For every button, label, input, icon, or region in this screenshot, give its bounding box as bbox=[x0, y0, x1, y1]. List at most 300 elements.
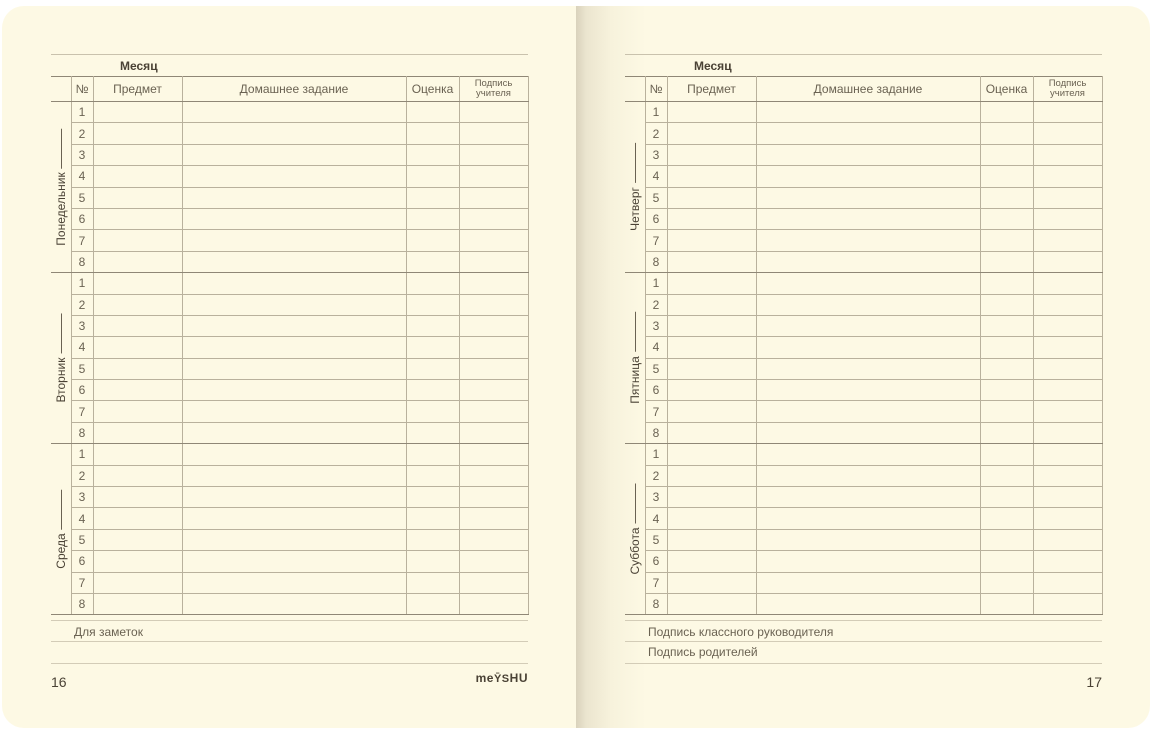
subject-cell[interactable] bbox=[667, 358, 756, 379]
lesson-number: 8 bbox=[645, 422, 667, 443]
table-row bbox=[51, 273, 528, 294]
table-row bbox=[625, 144, 1102, 165]
lesson-number: 1 bbox=[71, 444, 93, 465]
grade-cell[interactable] bbox=[980, 123, 1033, 144]
page-number: 16 bbox=[51, 674, 67, 690]
homework-table-left bbox=[51, 76, 529, 615]
subject-cell[interactable] bbox=[667, 273, 756, 294]
homework-cell[interactable] bbox=[756, 273, 980, 294]
homework-cell[interactable] bbox=[182, 294, 406, 315]
grade-cell[interactable] bbox=[406, 572, 459, 593]
homework-cell[interactable] bbox=[756, 315, 980, 336]
day-cell bbox=[51, 273, 71, 444]
homework-cell[interactable] bbox=[756, 166, 980, 187]
table-row bbox=[625, 401, 1102, 422]
subject-cell[interactable] bbox=[93, 273, 182, 294]
day-column-header bbox=[51, 77, 71, 102]
subject-cell[interactable] bbox=[93, 380, 182, 401]
homework-cell[interactable] bbox=[756, 144, 980, 165]
grade-cell[interactable] bbox=[980, 487, 1033, 508]
day-name: Среда bbox=[53, 533, 68, 570]
signature-cell[interactable] bbox=[459, 337, 528, 358]
subject-cell[interactable] bbox=[93, 551, 182, 572]
subject-cell[interactable] bbox=[667, 487, 756, 508]
homework-cell[interactable] bbox=[756, 465, 980, 486]
grade-cell[interactable] bbox=[980, 144, 1033, 165]
grade-cell[interactable] bbox=[406, 358, 459, 379]
table-row bbox=[51, 102, 528, 123]
signature-cell[interactable] bbox=[1033, 422, 1102, 443]
day-label bbox=[628, 312, 642, 404]
signature-cell[interactable] bbox=[459, 422, 528, 443]
signature-cell[interactable] bbox=[1033, 465, 1102, 486]
grade-cell[interactable] bbox=[980, 422, 1033, 443]
lesson-number: 8 bbox=[71, 593, 93, 614]
table-row bbox=[51, 572, 528, 593]
lesson-number: 6 bbox=[645, 208, 667, 229]
signature-cell[interactable] bbox=[459, 102, 528, 123]
signature-cell[interactable] bbox=[1033, 144, 1102, 165]
homework-cell[interactable] bbox=[182, 230, 406, 251]
signature-cell[interactable] bbox=[459, 358, 528, 379]
signature-cell[interactable] bbox=[1033, 508, 1102, 529]
lesson-number: 1 bbox=[645, 444, 667, 465]
lesson-number: 1 bbox=[645, 102, 667, 123]
lesson-number: 7 bbox=[71, 230, 93, 251]
grade-cell[interactable] bbox=[980, 572, 1033, 593]
homework-cell[interactable] bbox=[182, 401, 406, 422]
signature-cell[interactable] bbox=[1033, 187, 1102, 208]
signature-cell[interactable] bbox=[459, 123, 528, 144]
signature-cell[interactable] bbox=[1033, 315, 1102, 336]
homework-cell[interactable] bbox=[182, 273, 406, 294]
subject-cell[interactable] bbox=[667, 422, 756, 443]
table-row bbox=[625, 593, 1102, 614]
homework-cell[interactable] bbox=[756, 230, 980, 251]
homework-cell[interactable] bbox=[182, 380, 406, 401]
subject-cell[interactable] bbox=[667, 444, 756, 465]
table-row bbox=[51, 593, 528, 614]
homework-cell[interactable] bbox=[182, 508, 406, 529]
grade-cell[interactable] bbox=[980, 593, 1033, 614]
subject-cell[interactable] bbox=[93, 251, 182, 272]
table-row bbox=[51, 294, 528, 315]
table-row bbox=[625, 422, 1102, 443]
number-column-header: № bbox=[71, 77, 93, 102]
table-row bbox=[51, 144, 528, 165]
homework-cell[interactable] bbox=[182, 166, 406, 187]
homework-cell[interactable] bbox=[182, 208, 406, 229]
left-page bbox=[2, 6, 576, 728]
signature-cell[interactable] bbox=[1033, 166, 1102, 187]
signature-cell[interactable] bbox=[1033, 487, 1102, 508]
subject-cell[interactable] bbox=[93, 315, 182, 336]
grade-cell[interactable] bbox=[406, 380, 459, 401]
signature-cell[interactable] bbox=[1033, 572, 1102, 593]
homework-cell[interactable] bbox=[756, 551, 980, 572]
grade-cell[interactable] bbox=[406, 230, 459, 251]
signature-cell[interactable] bbox=[1033, 208, 1102, 229]
signature-rule bbox=[625, 620, 1102, 621]
day-label bbox=[54, 128, 68, 245]
signature-cell[interactable] bbox=[459, 444, 528, 465]
teacher-signature-column-header: Подпись учителя bbox=[459, 77, 528, 102]
subject-cell[interactable] bbox=[667, 230, 756, 251]
lesson-number: 3 bbox=[71, 487, 93, 508]
day-column-header bbox=[625, 77, 645, 102]
signature-cell[interactable] bbox=[459, 273, 528, 294]
table-row bbox=[625, 230, 1102, 251]
table-row bbox=[51, 187, 528, 208]
day-divider bbox=[634, 312, 635, 352]
subject-cell[interactable] bbox=[93, 166, 182, 187]
notes-rule bbox=[51, 620, 528, 621]
subject-cell[interactable] bbox=[667, 593, 756, 614]
homework-cell[interactable] bbox=[182, 551, 406, 572]
signature-cell[interactable] bbox=[459, 230, 528, 251]
grade-cell[interactable] bbox=[406, 337, 459, 358]
homework-cell[interactable] bbox=[182, 251, 406, 272]
homework-cell[interactable] bbox=[756, 444, 980, 465]
grade-cell[interactable] bbox=[980, 465, 1033, 486]
lesson-number: 4 bbox=[645, 337, 667, 358]
homework-table-right bbox=[625, 76, 1103, 615]
lesson-number: 6 bbox=[71, 380, 93, 401]
table-row bbox=[625, 315, 1102, 336]
subject-cell[interactable] bbox=[667, 102, 756, 123]
brand-logo: meȲSHU bbox=[475, 671, 528, 685]
homework-cell[interactable] bbox=[756, 208, 980, 229]
homework-cell[interactable] bbox=[182, 465, 406, 486]
subject-cell[interactable] bbox=[93, 444, 182, 465]
table-row bbox=[51, 251, 528, 272]
signature-cell[interactable] bbox=[459, 315, 528, 336]
table-row bbox=[51, 230, 528, 251]
page-number: 17 bbox=[1086, 674, 1102, 690]
subject-cell[interactable] bbox=[667, 187, 756, 208]
table-row bbox=[51, 380, 528, 401]
day-divider bbox=[634, 484, 635, 524]
day-name: Четверг bbox=[627, 187, 642, 231]
grade-cell[interactable] bbox=[980, 337, 1033, 358]
subject-cell[interactable] bbox=[667, 551, 756, 572]
grade-cell[interactable] bbox=[980, 380, 1033, 401]
grade-cell[interactable] bbox=[406, 593, 459, 614]
signature-cell[interactable] bbox=[459, 208, 528, 229]
table-row bbox=[625, 187, 1102, 208]
homework-cell[interactable] bbox=[756, 187, 980, 208]
lesson-number: 8 bbox=[71, 251, 93, 272]
lesson-number: 5 bbox=[71, 187, 93, 208]
grade-cell[interactable] bbox=[406, 487, 459, 508]
signature-cell[interactable] bbox=[1033, 230, 1102, 251]
subject-cell[interactable] bbox=[93, 144, 182, 165]
signature-cell[interactable] bbox=[1033, 337, 1102, 358]
homework-cell[interactable] bbox=[756, 123, 980, 144]
signature-cell[interactable] bbox=[1033, 102, 1102, 123]
subject-cell[interactable] bbox=[93, 593, 182, 614]
homework-cell[interactable] bbox=[182, 315, 406, 336]
homework-cell[interactable] bbox=[182, 487, 406, 508]
table-row bbox=[51, 444, 528, 465]
homework-column-header: Домашнее задание bbox=[756, 77, 980, 102]
subject-cell[interactable] bbox=[93, 529, 182, 550]
grade-cell[interactable] bbox=[980, 230, 1033, 251]
signature-cell[interactable] bbox=[459, 187, 528, 208]
subject-cell[interactable] bbox=[667, 337, 756, 358]
lesson-number: 1 bbox=[645, 273, 667, 294]
subject-cell[interactable] bbox=[93, 187, 182, 208]
bottom-rule bbox=[625, 663, 1102, 664]
subject-cell[interactable] bbox=[667, 401, 756, 422]
table-row bbox=[51, 551, 528, 572]
number-column-header: № bbox=[645, 77, 667, 102]
homework-cell[interactable] bbox=[756, 380, 980, 401]
grade-cell[interactable] bbox=[980, 294, 1033, 315]
signature-cell[interactable] bbox=[459, 508, 528, 529]
grade-cell[interactable] bbox=[980, 251, 1033, 272]
table-row bbox=[51, 337, 528, 358]
lesson-number: 4 bbox=[71, 508, 93, 529]
grade-cell[interactable] bbox=[406, 315, 459, 336]
table-row bbox=[625, 487, 1102, 508]
homework-cell[interactable] bbox=[756, 358, 980, 379]
subject-cell[interactable] bbox=[667, 315, 756, 336]
table-row bbox=[625, 251, 1102, 272]
month-label: Месяц bbox=[694, 59, 732, 73]
class-teacher-signature-label: Подпись классного руководителя bbox=[648, 625, 834, 639]
homework-cell[interactable] bbox=[756, 487, 980, 508]
grade-cell[interactable] bbox=[406, 166, 459, 187]
lesson-number: 2 bbox=[645, 123, 667, 144]
table-row bbox=[625, 294, 1102, 315]
subject-cell[interactable] bbox=[667, 572, 756, 593]
lesson-number: 6 bbox=[71, 551, 93, 572]
subject-cell[interactable] bbox=[93, 337, 182, 358]
table-row bbox=[625, 273, 1102, 294]
signature-cell[interactable] bbox=[459, 572, 528, 593]
signature-cell[interactable] bbox=[459, 487, 528, 508]
homework-cell[interactable] bbox=[756, 251, 980, 272]
lesson-number: 5 bbox=[71, 358, 93, 379]
subject-column-header: Предмет bbox=[667, 77, 756, 102]
grade-cell[interactable] bbox=[980, 529, 1033, 550]
day-label bbox=[54, 314, 68, 403]
signature-cell[interactable] bbox=[459, 294, 528, 315]
subject-cell[interactable] bbox=[667, 508, 756, 529]
homework-cell[interactable] bbox=[182, 444, 406, 465]
homework-cell[interactable] bbox=[182, 529, 406, 550]
grade-cell[interactable] bbox=[406, 508, 459, 529]
subject-cell[interactable] bbox=[93, 358, 182, 379]
grade-cell[interactable] bbox=[980, 187, 1033, 208]
parent-signature-label: Подпись родителей bbox=[648, 645, 758, 659]
subject-column-header: Предмет bbox=[93, 77, 182, 102]
notes-line bbox=[51, 641, 528, 642]
signature-cell[interactable] bbox=[1033, 294, 1102, 315]
grade-cell[interactable] bbox=[406, 444, 459, 465]
homework-cell[interactable] bbox=[182, 572, 406, 593]
signature-cell[interactable] bbox=[1033, 358, 1102, 379]
grade-cell[interactable] bbox=[980, 273, 1033, 294]
day-name: Суббота bbox=[627, 527, 642, 575]
grade-cell[interactable] bbox=[980, 315, 1033, 336]
grade-cell[interactable] bbox=[980, 444, 1033, 465]
grade-cell[interactable] bbox=[980, 208, 1033, 229]
lesson-number: 3 bbox=[645, 144, 667, 165]
grade-cell[interactable] bbox=[406, 294, 459, 315]
grade-cell[interactable] bbox=[406, 251, 459, 272]
table-row bbox=[51, 401, 528, 422]
homework-cell[interactable] bbox=[182, 422, 406, 443]
table-row bbox=[51, 422, 528, 443]
homework-cell[interactable] bbox=[756, 294, 980, 315]
subject-cell[interactable] bbox=[667, 380, 756, 401]
lesson-number: 4 bbox=[71, 166, 93, 187]
grade-cell[interactable] bbox=[406, 123, 459, 144]
signature-line bbox=[625, 641, 1102, 642]
subject-cell[interactable] bbox=[93, 508, 182, 529]
signature-cell[interactable] bbox=[459, 529, 528, 550]
signature-cell[interactable] bbox=[1033, 380, 1102, 401]
subject-cell[interactable] bbox=[93, 102, 182, 123]
subject-cell[interactable] bbox=[93, 572, 182, 593]
homework-cell[interactable] bbox=[182, 144, 406, 165]
grade-cell[interactable] bbox=[406, 208, 459, 229]
day-cell bbox=[625, 273, 645, 444]
subject-cell[interactable] bbox=[93, 230, 182, 251]
subject-cell[interactable] bbox=[667, 208, 756, 229]
grade-cell[interactable] bbox=[406, 465, 459, 486]
day-name: Вторник bbox=[53, 357, 68, 403]
signature-cell[interactable] bbox=[1033, 529, 1102, 550]
grade-cell[interactable] bbox=[406, 551, 459, 572]
grade-cell[interactable] bbox=[406, 102, 459, 123]
homework-cell[interactable] bbox=[756, 593, 980, 614]
grade-cell[interactable] bbox=[980, 358, 1033, 379]
day-divider bbox=[634, 143, 635, 183]
lesson-number: 2 bbox=[71, 123, 93, 144]
signature-cell[interactable] bbox=[1033, 251, 1102, 272]
lesson-number: 2 bbox=[71, 294, 93, 315]
homework-cell[interactable] bbox=[756, 422, 980, 443]
lesson-number: 2 bbox=[645, 294, 667, 315]
subject-cell[interactable] bbox=[667, 123, 756, 144]
right-page bbox=[576, 6, 1150, 728]
homework-cell[interactable] bbox=[182, 337, 406, 358]
homework-cell[interactable] bbox=[756, 337, 980, 358]
subject-cell[interactable] bbox=[667, 529, 756, 550]
signature-cell[interactable] bbox=[1033, 551, 1102, 572]
subject-cell[interactable] bbox=[667, 144, 756, 165]
lesson-number: 7 bbox=[71, 572, 93, 593]
subject-cell[interactable] bbox=[667, 465, 756, 486]
homework-cell[interactable] bbox=[756, 508, 980, 529]
notes-label: Для заметок bbox=[74, 625, 143, 639]
subject-cell[interactable] bbox=[667, 294, 756, 315]
grade-cell[interactable] bbox=[980, 551, 1033, 572]
signature-cell[interactable] bbox=[459, 166, 528, 187]
grade-cell[interactable] bbox=[980, 166, 1033, 187]
subject-cell[interactable] bbox=[93, 487, 182, 508]
homework-cell[interactable] bbox=[756, 401, 980, 422]
signature-cell[interactable] bbox=[459, 551, 528, 572]
signature-cell[interactable] bbox=[459, 401, 528, 422]
lesson-number: 2 bbox=[645, 465, 667, 486]
signature-cell[interactable] bbox=[459, 251, 528, 272]
signature-cell[interactable] bbox=[459, 380, 528, 401]
month-label: Месяц bbox=[120, 59, 158, 73]
signature-cell[interactable] bbox=[1033, 593, 1102, 614]
day-divider bbox=[60, 314, 61, 354]
day-label bbox=[628, 143, 642, 231]
homework-cell[interactable] bbox=[182, 593, 406, 614]
table-row bbox=[625, 551, 1102, 572]
signature-cell[interactable] bbox=[459, 593, 528, 614]
homework-cell[interactable] bbox=[756, 529, 980, 550]
subject-cell[interactable] bbox=[93, 422, 182, 443]
grade-cell[interactable] bbox=[980, 508, 1033, 529]
table-row bbox=[625, 208, 1102, 229]
subject-cell[interactable] bbox=[93, 123, 182, 144]
lesson-number: 8 bbox=[645, 251, 667, 272]
table-row bbox=[51, 315, 528, 336]
lesson-number: 5 bbox=[645, 358, 667, 379]
day-label bbox=[628, 484, 642, 575]
lesson-number: 7 bbox=[71, 401, 93, 422]
table-row bbox=[625, 166, 1102, 187]
grade-cell[interactable] bbox=[406, 187, 459, 208]
table-row bbox=[625, 508, 1102, 529]
lesson-number: 7 bbox=[645, 572, 667, 593]
table-row bbox=[51, 529, 528, 550]
signature-cell[interactable] bbox=[1033, 273, 1102, 294]
subject-cell[interactable] bbox=[667, 166, 756, 187]
lesson-number: 5 bbox=[645, 529, 667, 550]
grade-cell[interactable] bbox=[406, 273, 459, 294]
signature-cell[interactable] bbox=[459, 465, 528, 486]
lesson-number: 2 bbox=[71, 465, 93, 486]
grade-cell[interactable] bbox=[406, 529, 459, 550]
signature-cell[interactable] bbox=[459, 144, 528, 165]
homework-cell[interactable] bbox=[182, 187, 406, 208]
homework-cell[interactable] bbox=[756, 572, 980, 593]
grade-cell[interactable] bbox=[406, 401, 459, 422]
table-row bbox=[51, 465, 528, 486]
signature-cell[interactable] bbox=[1033, 401, 1102, 422]
subject-cell[interactable] bbox=[93, 294, 182, 315]
signature-cell[interactable] bbox=[1033, 444, 1102, 465]
subject-cell[interactable] bbox=[667, 251, 756, 272]
homework-cell[interactable] bbox=[756, 102, 980, 123]
lesson-number: 6 bbox=[645, 551, 667, 572]
lesson-number: 4 bbox=[645, 508, 667, 529]
table-row bbox=[625, 123, 1102, 144]
table-row bbox=[625, 337, 1102, 358]
subject-cell[interactable] bbox=[93, 208, 182, 229]
homework-cell[interactable] bbox=[182, 102, 406, 123]
grade-cell[interactable] bbox=[980, 102, 1033, 123]
signature-cell[interactable] bbox=[1033, 123, 1102, 144]
grade-cell[interactable] bbox=[980, 401, 1033, 422]
grade-cell[interactable] bbox=[406, 422, 459, 443]
lesson-number: 5 bbox=[71, 529, 93, 550]
subject-cell[interactable] bbox=[93, 465, 182, 486]
grade-cell[interactable] bbox=[406, 144, 459, 165]
homework-cell[interactable] bbox=[182, 358, 406, 379]
subject-cell[interactable] bbox=[93, 401, 182, 422]
homework-cell[interactable] bbox=[182, 123, 406, 144]
